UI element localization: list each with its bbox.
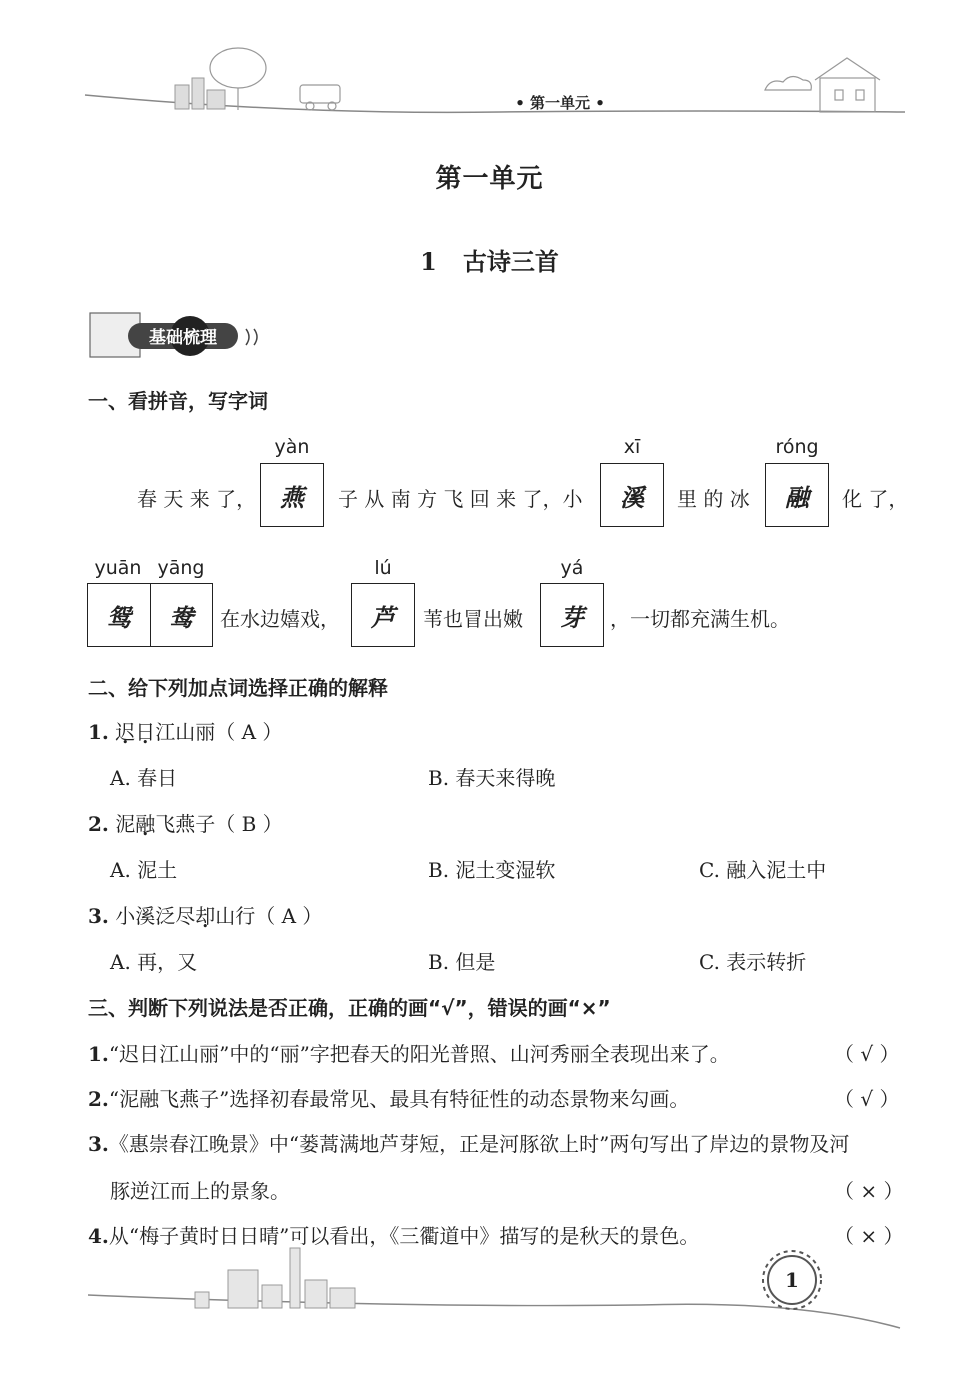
option-c: C. 表示转折 — [699, 950, 807, 974]
row1-text-1: 春 天 来 了， — [137, 487, 257, 511]
row1-text-4: 化 了， — [842, 487, 909, 511]
dotted-char: 融 — [135, 812, 156, 836]
question-number: 1. — [88, 720, 109, 744]
answer-char: 融 — [785, 482, 809, 512]
section-badge — [88, 305, 288, 365]
pinyin-rong: róng — [775, 436, 819, 458]
option-b: B. 泥土变湿软 — [428, 858, 556, 882]
judge-item-3 — [88, 1128, 849, 1157]
car-icon — [300, 85, 340, 110]
question-2 — [88, 808, 283, 837]
answer-char: 鸯 — [150, 584, 213, 646]
question-text: 泥 — [115, 812, 136, 836]
item-text: “泥融飞燕子”选择初春最常见、最具有特征性的动态景物来勾画。 — [108, 1087, 690, 1111]
section3-heading: 三、判断下列说法是否正确，正确的画“√”，错误的画“×” — [88, 996, 611, 1020]
item-number: 2. — [88, 1087, 109, 1111]
answer-char: 芽 — [560, 602, 584, 632]
question-text: 山行（ A ） — [215, 904, 323, 928]
question-number: 2. — [88, 812, 109, 836]
row1-text-3: 里 的 冰 — [677, 487, 750, 511]
pinyin-lu: lú — [374, 557, 392, 579]
section2-heading: 二、给下列加点词选择正确的解释 — [88, 676, 388, 700]
judge-item-3-cont: 豚逆江而上的景象。 — [110, 1179, 290, 1203]
item-number: 1. — [88, 1042, 109, 1066]
dotted-char: 迟 — [115, 720, 136, 744]
skyline-icon — [195, 1248, 355, 1308]
row1-text-2: 子 从 南 方 飞 回 来 了，小 — [338, 487, 583, 511]
judge-item-1 — [88, 1038, 730, 1067]
question-1 — [88, 716, 282, 745]
answer-char: 鸳 — [106, 602, 131, 632]
running-head: • 第一单元 • — [515, 94, 605, 112]
dotted-char: 日 — [135, 720, 156, 744]
item-text: 从“梅子黄时日日晴”可以看出，《三衢道中》描写的是秋天的景色。 — [108, 1224, 700, 1248]
answer-char: 芦 — [371, 602, 395, 632]
answer-box-lu — [351, 583, 415, 647]
badge-text: 基础梳理 — [149, 328, 217, 348]
option-a: A. 泥土 — [110, 858, 178, 882]
row2-text-3: ，一切都充满生机。 — [610, 607, 790, 631]
judge-mark: （ × ） — [834, 1224, 904, 1248]
header-decoration — [0, 40, 979, 140]
item-number: 4. — [88, 1224, 109, 1248]
option-c: C. 融入泥土中 — [699, 858, 827, 882]
lesson-name: 古诗三首 — [462, 247, 559, 276]
option-a: A. 再，又 — [110, 950, 198, 974]
pinyin-yan: yàn — [274, 436, 310, 458]
section1-heading: 一、看拼音，写字词 — [88, 389, 268, 413]
row2-text-2: 苇也冒出嫩 — [423, 607, 523, 631]
pinyin-ya: yá — [560, 557, 584, 579]
option-b: B. 春天来得晚 — [428, 766, 556, 790]
lesson-number: 1 — [420, 247, 437, 276]
page-number: 1 — [785, 1268, 799, 1292]
answer-box-yan — [260, 463, 324, 527]
cloud-icon — [765, 76, 811, 90]
answer-box-rong — [765, 463, 829, 527]
judge-item-2 — [88, 1083, 689, 1112]
item-text: 《惠崇春江晚景》中“蒌蒿满地芦芽短，正是河豚欲上时”两句写出了岸边的景物及河 — [108, 1132, 850, 1156]
row2-text-1: 在水边嬉戏， — [220, 607, 340, 631]
item-text: “迟日江山丽”中的“丽”字把春天的阳光普照、山河秀丽全表现出来了。 — [108, 1042, 730, 1066]
pinyin-yang: yāng — [157, 557, 205, 579]
judge-mark: （ √ ） — [834, 1042, 900, 1066]
option-a: A. 春日 — [110, 766, 178, 790]
answer-char: 溪 — [620, 482, 644, 512]
house-icon — [815, 58, 880, 112]
question-text: 小溪泛尽 — [115, 904, 196, 928]
answer-char: 燕 — [280, 482, 304, 512]
footer-decoration — [0, 1240, 979, 1350]
pinyin-yuan: yuān — [94, 557, 142, 579]
judge-mark: （ × ） — [834, 1179, 904, 1203]
lesson-title — [0, 242, 979, 277]
question-text: 江山丽（ A ） — [155, 720, 283, 744]
judge-mark: （ √ ） — [834, 1087, 900, 1111]
question-number: 3. — [88, 904, 109, 928]
answer-box-ya — [540, 583, 604, 647]
item-number: 3. — [88, 1132, 109, 1156]
dotted-char: 却 — [195, 904, 216, 928]
option-b: B. 但是 — [428, 950, 496, 974]
question-text: 飞燕子（ B ） — [155, 812, 283, 836]
question-3 — [88, 900, 322, 929]
unit-title: 第一单元 — [435, 164, 544, 194]
pinyin-xi: xī — [623, 436, 641, 458]
buildings-icon — [175, 78, 225, 109]
answer-box-xi — [600, 463, 664, 527]
answer-box-yuanyang — [87, 583, 213, 647]
